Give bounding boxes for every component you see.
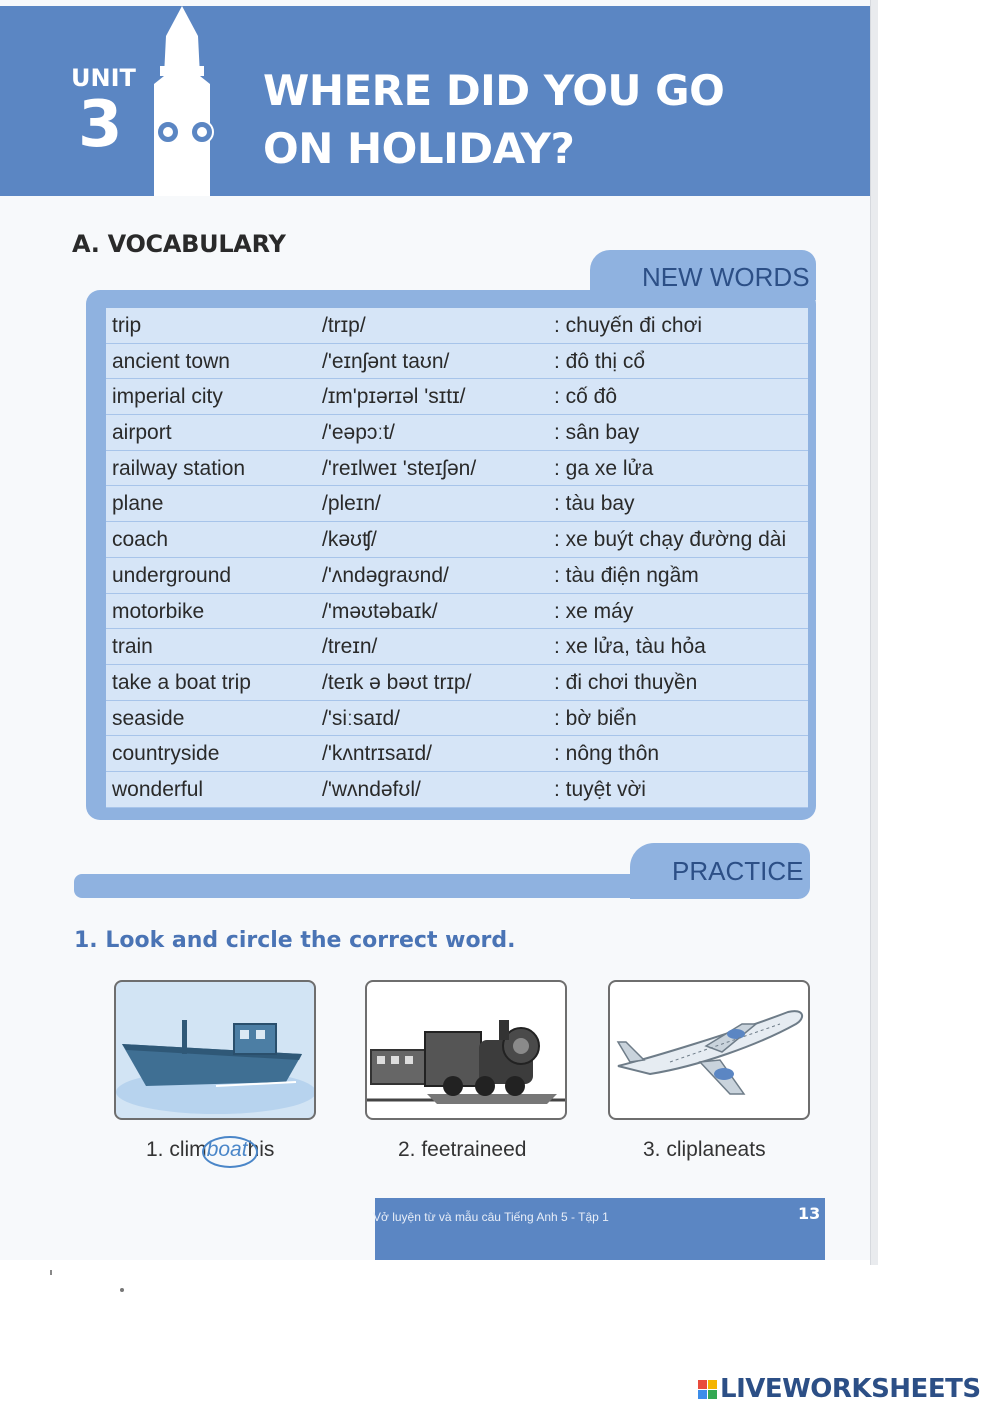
vocab-row <box>106 344 808 380</box>
vocab-row <box>106 415 808 451</box>
vocab-word: coach <box>112 528 169 552</box>
page-number: 13 <box>798 1204 821 1223</box>
vocab-meaning: : chuyến đi chơi <box>554 314 703 337</box>
vocab-meaning: : tàu bay <box>554 492 635 516</box>
vocab-ipa: /treɪn/ <box>322 635 378 659</box>
vocab-meaning: : xe lửa, tàu hỏa <box>554 635 706 659</box>
vocab-meaning: : tuyệt vời <box>554 777 646 801</box>
train-picture <box>365 980 567 1120</box>
unit-title <box>263 62 724 178</box>
unit-title-line2: ON HOLIDAY? <box>263 124 575 173</box>
vocab-word: trip <box>112 314 142 337</box>
boat-picture <box>114 980 316 1120</box>
new-words-label: NEW WORDS <box>642 262 810 292</box>
vocab-meaning: : bờ biển <box>554 706 637 730</box>
vocab-word: ancient town <box>112 349 230 373</box>
vocab-ipa: /'siːsaɪd/ <box>322 706 401 730</box>
vocab-row <box>106 594 808 630</box>
exercise-1-title: 1. Look and circle the correct word. <box>74 928 516 953</box>
vocab-row <box>106 701 808 737</box>
caption-2[interactable]: 2. feetraineed <box>398 1138 527 1161</box>
vocab-ipa: /kəʊʧ/ <box>322 528 377 552</box>
vocab-ipa: /'məʊtəbaɪk/ <box>322 599 438 623</box>
vocab-meaning: : xe máy <box>554 599 634 623</box>
vocab-word: wonderful <box>112 777 204 801</box>
vocab-row <box>106 451 808 487</box>
vocab-ipa: /'kʌntrɪsaɪd/ <box>322 742 432 766</box>
scan-margin <box>878 0 1000 1413</box>
vocab-word: motorbike <box>112 599 205 623</box>
vocab-meaning: : nông thôn <box>554 742 660 766</box>
practice-bar <box>74 874 694 898</box>
vocab-word: airport <box>112 421 172 445</box>
unit-title-line1: WHERE DID YOU GO <box>263 66 725 115</box>
vocab-word: plane <box>112 492 164 516</box>
vocab-meaning: : đi chơi thuyền <box>554 670 698 694</box>
vocab-row <box>106 379 808 415</box>
vocab-row <box>106 736 808 772</box>
caption-1-suffix: his <box>247 1138 275 1161</box>
scan-speck <box>120 1288 124 1292</box>
vocab-ipa: /'ʌndəgraʊnd/ <box>322 563 449 587</box>
vocab-row <box>106 772 808 808</box>
unit-label: UNIT <box>71 64 136 92</box>
book-title: Vở luyện từ và mẫu câu Tiếng Anh 5 - Tập 1 <box>373 1210 609 1224</box>
liveworksheets-brand: LIVEWORKSHEETS <box>720 1374 981 1404</box>
vocab-row <box>106 558 808 594</box>
vocab-ipa: /'reɪlweɪ 'steɪʃən/ <box>322 456 477 480</box>
train-icon <box>367 982 565 1118</box>
plane-icon <box>610 982 808 1118</box>
vocab-word: seaside <box>112 706 185 730</box>
vocab-word: imperial city <box>112 385 223 409</box>
vocab-meaning: : ga xe lửa <box>554 456 654 480</box>
vocab-ipa: /'eɪnʃənt taʊn/ <box>322 349 450 373</box>
vocab-ipa: /ɪm'pɪərɪəl 'sɪtɪ/ <box>322 385 466 409</box>
vocab-meaning: : cố đô <box>554 385 618 409</box>
circled-answer[interactable]: boat <box>206 1138 248 1161</box>
caption-1-prefix: 1. clim <box>146 1138 207 1161</box>
vocab-meaning: : sân bay <box>554 421 640 445</box>
vocab-ipa: /pleɪn/ <box>322 492 381 516</box>
vocab-row <box>106 308 808 344</box>
boat-icon <box>116 982 314 1118</box>
vocab-row <box>106 665 808 701</box>
plane-picture <box>608 980 810 1120</box>
vocab-ipa: /teɪk ə bəʊt trɪp/ <box>322 670 472 694</box>
liveworksheets-logo-icon <box>698 1380 718 1400</box>
clock-tower-icon <box>140 6 225 198</box>
vocab-ipa: /'eəpɔːt/ <box>322 421 395 445</box>
vocab-meaning: : tàu điện ngầm <box>554 563 699 587</box>
vocab-word: take a boat trip <box>112 670 251 694</box>
vocab-table <box>106 308 808 808</box>
vocab-word: train <box>112 635 153 659</box>
vocab-row <box>106 522 808 558</box>
vocab-meaning: : xe buýt chạy đường dài <box>554 528 787 552</box>
vocab-ipa: /'wʌndəfʊl/ <box>322 777 421 801</box>
vocab-word: underground <box>112 563 232 587</box>
vocab-ipa: /trɪp/ <box>322 314 366 337</box>
section-heading: A. VOCABULARY <box>72 230 286 258</box>
caption-3[interactable]: 3. cliplaneats <box>643 1138 766 1161</box>
vocab-row <box>106 629 808 665</box>
vocab-meaning: : đô thị cổ <box>554 349 646 373</box>
page-footer <box>375 1198 825 1260</box>
vocab-word: countryside <box>112 742 220 766</box>
vocab-word: railway station <box>112 456 246 480</box>
practice-label: PRACTICE <box>672 856 804 886</box>
caption-1 <box>146 1138 274 1162</box>
vocab-row <box>106 486 808 522</box>
unit-number: 3 <box>78 88 123 162</box>
scan-speck <box>50 1270 52 1275</box>
